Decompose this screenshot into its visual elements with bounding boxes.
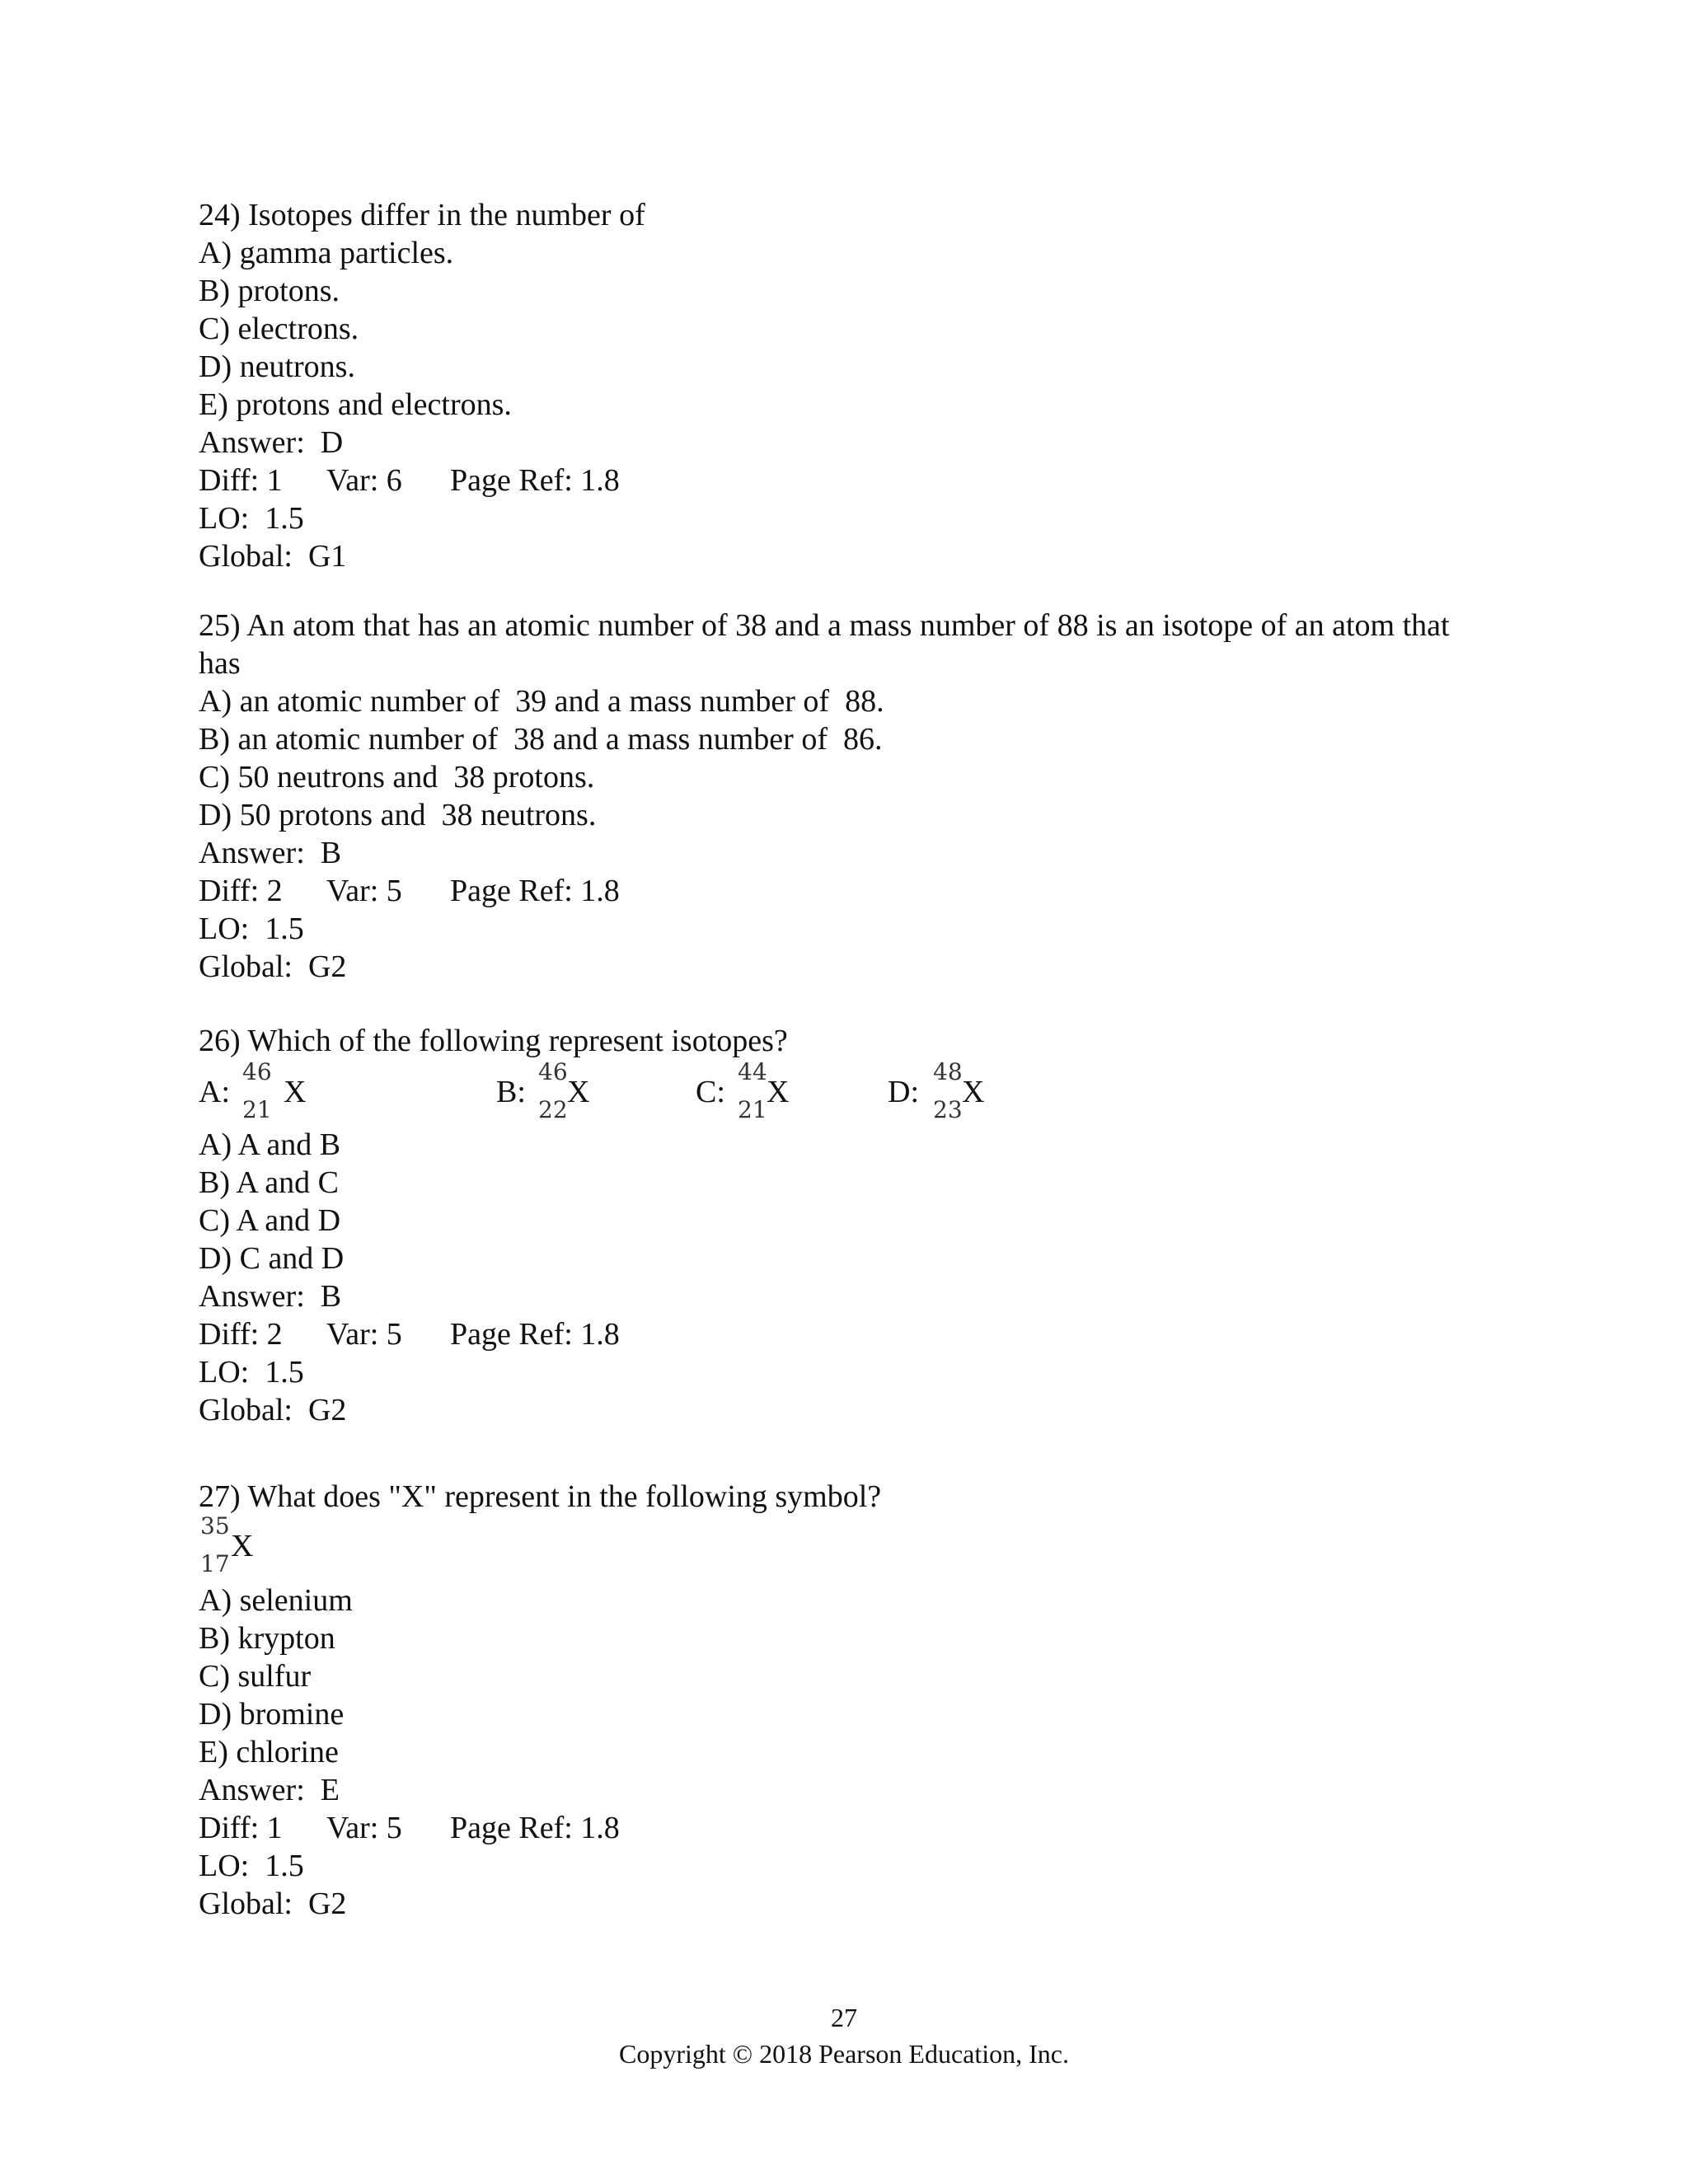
choice-letter: A:	[199, 1075, 230, 1109]
page-reference: Page Ref: 1.8	[450, 874, 620, 908]
variation: Var: 5	[326, 1811, 402, 1845]
answer-option: B) an atomic number of 38 and a mass number of 86.	[199, 722, 883, 757]
question-stem: 27) What does "X" represent in the following symbol?	[199, 1479, 882, 1514]
learning-objective: LO: 1.5	[199, 1849, 304, 1883]
copyright-notice: Copyright © 2018 Pearson Education, Inc.	[619, 2039, 1069, 2069]
answer-key: Answer: D	[199, 425, 344, 460]
difficulty: Diff: 2	[199, 1317, 283, 1352]
element-symbol: X	[567, 1075, 590, 1109]
question-stem: 24) Isotopes differ in the number of	[199, 198, 645, 232]
answer-option: D) neutrons.	[199, 349, 355, 384]
question-metadata	[199, 1809, 1517, 1847]
nuclide-symbol	[933, 1060, 1007, 1122]
variation: Var: 5	[326, 1317, 402, 1352]
mass-number: 44	[738, 1058, 767, 1085]
global-outcome: Global: G2	[199, 949, 347, 984]
question-stem: 26) Which of the following represent isotopes?	[199, 1024, 788, 1058]
answer-option: E) protons and electrons.	[199, 387, 512, 422]
choice-letter: D:	[888, 1075, 919, 1109]
variation: Var: 6	[326, 463, 402, 498]
element-symbol: X	[767, 1075, 790, 1109]
answer-option: A) an atomic number of 39 and a mass number of 88.	[199, 684, 884, 719]
page-reference: Page Ref: 1.8	[450, 463, 620, 498]
element-symbol: X	[962, 1075, 985, 1109]
answer-key: Answer: B	[199, 1279, 342, 1314]
answer-option: A) selenium	[199, 1583, 353, 1618]
question-25	[199, 607, 1517, 986]
learning-objective: LO: 1.5	[199, 501, 304, 536]
answer-option: B) A and C	[199, 1165, 339, 1200]
atomic-number: 23	[933, 1096, 963, 1123]
difficulty: Diff: 2	[199, 874, 283, 908]
mass-number: 48	[933, 1058, 963, 1085]
element-symbol: X	[284, 1075, 307, 1109]
question-24	[199, 196, 1517, 575]
difficulty: Diff: 1	[199, 463, 283, 498]
answer-key: Answer: E	[199, 1773, 340, 1807]
atomic-number: 17	[200, 1550, 230, 1577]
variation: Var: 5	[326, 874, 402, 908]
answer-option: C) 50 neutrons and 38 protons.	[199, 760, 595, 794]
nuclide-symbol	[738, 1060, 812, 1122]
choice-letter: C:	[696, 1075, 725, 1109]
answer-option: C) A and D	[199, 1203, 341, 1238]
answer-key: Answer: B	[199, 836, 342, 870]
nuclide-symbol	[199, 1512, 1517, 1578]
answer-option: A) A and B	[199, 1127, 341, 1162]
atomic-number: 21	[738, 1096, 767, 1123]
answer-option: A) gamma particles.	[199, 236, 454, 270]
nuclide-symbol	[242, 1060, 316, 1122]
atomic-number: 22	[538, 1096, 568, 1123]
page-number: 27	[831, 2003, 857, 2032]
global-outcome: Global: G2	[199, 1886, 347, 1921]
mass-number: 35	[200, 1512, 230, 1540]
page-reference: Page Ref: 1.8	[450, 1811, 620, 1845]
question-metadata	[199, 462, 1517, 499]
question-metadata	[199, 1315, 1517, 1353]
question-27	[199, 1478, 1517, 1923]
question-26	[199, 1022, 1517, 1429]
global-outcome: Global: G1	[199, 539, 347, 574]
answer-option: D) C and D	[199, 1241, 345, 1276]
answer-option: D) 50 protons and 38 neutrons.	[199, 798, 597, 832]
choice-letter: B:	[496, 1075, 526, 1109]
answer-option: D) bromine	[199, 1697, 345, 1732]
learning-objective: LO: 1.5	[199, 1355, 304, 1390]
isotope-choices	[199, 1060, 1517, 1122]
learning-objective: LO: 1.5	[199, 912, 304, 946]
global-outcome: Global: G2	[199, 1393, 347, 1427]
answer-option: E) chlorine	[199, 1735, 339, 1769]
page-reference: Page Ref: 1.8	[450, 1317, 620, 1352]
mass-number: 46	[538, 1058, 568, 1085]
question-metadata	[199, 872, 1517, 910]
mass-number: 46	[242, 1058, 272, 1085]
question-stem: 25) An atom that has an atomic number of 38 and a mass number of 88 is an isotope of an atom that has	[199, 608, 1450, 681]
answer-option: B) protons.	[199, 274, 340, 308]
answer-option: B) krypton	[199, 1621, 335, 1656]
answer-option: C) sulfur	[199, 1659, 312, 1694]
difficulty: Diff: 1	[199, 1811, 283, 1845]
element-symbol: X	[231, 1529, 254, 1563]
atomic-number: 21	[242, 1096, 272, 1123]
nuclide-symbol	[538, 1060, 612, 1122]
answer-option: C) electrons.	[199, 312, 359, 346]
